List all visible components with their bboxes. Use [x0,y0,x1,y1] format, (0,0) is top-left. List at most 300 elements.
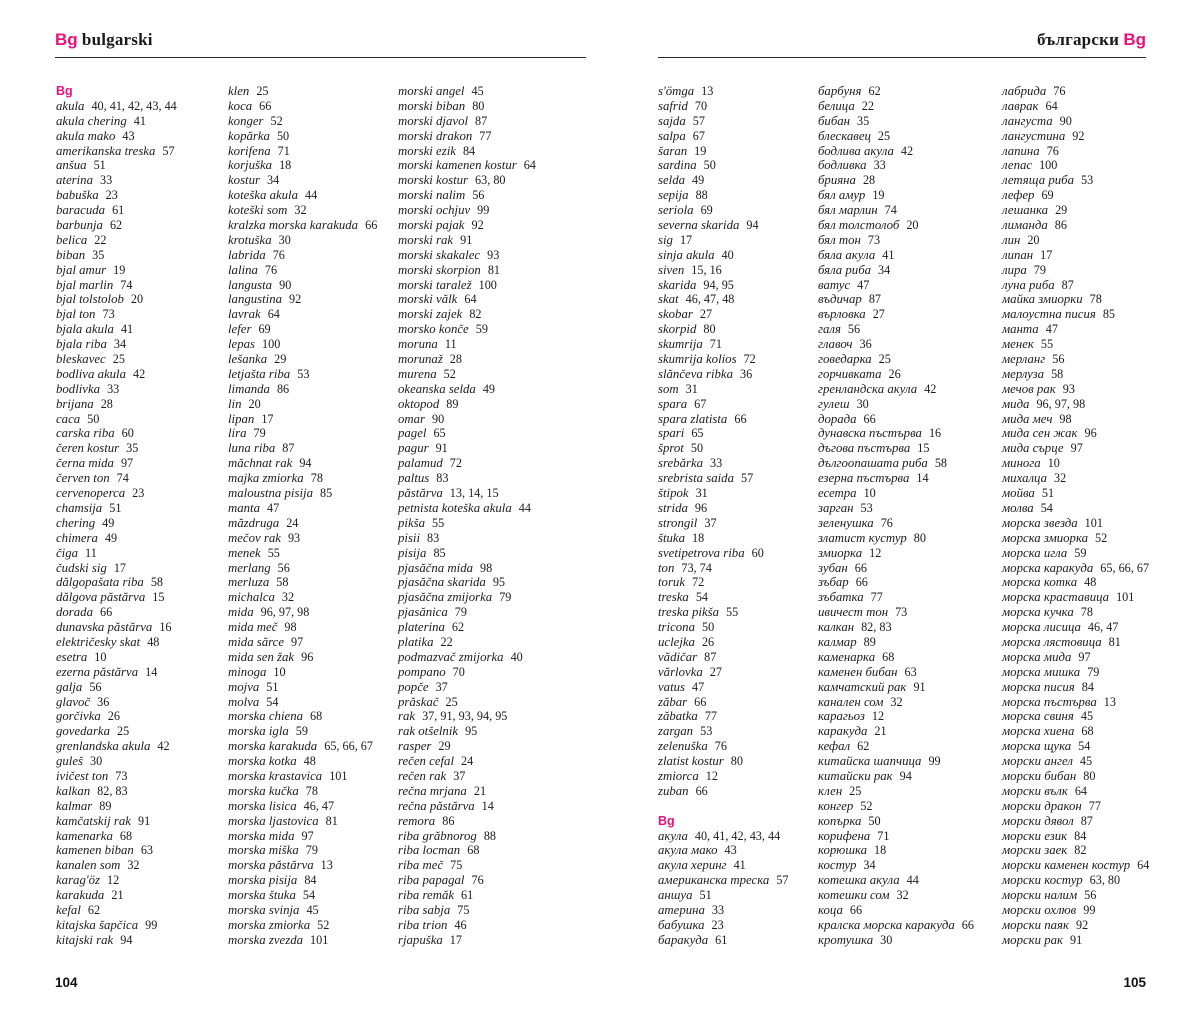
index-entry [228,754,400,769]
entry-term: bjala riba [56,337,107,352]
entry-term: štipok [658,486,689,501]
index-entry [398,769,570,784]
entry-term: severna skarida [658,218,740,233]
index-entry [398,337,570,352]
entry-term: бял толстолоб [818,218,900,233]
entry-term: morski ochjuv [398,203,471,218]
entry-page-refs: 55 [267,545,280,560]
index-entry [818,263,990,278]
entry-term: лиманда [1002,218,1048,233]
index-entry [398,114,570,129]
entry-term: bjal ton [56,307,96,322]
entry-term: бял амур [818,188,866,203]
index-entry [1002,129,1174,144]
index-entry [56,337,228,352]
entry-page-refs: 41 [133,113,146,128]
entry-term: morski djavol [398,113,469,128]
entry-term: lešanka [228,352,268,367]
index-entry [1002,501,1174,516]
index-entry [1002,918,1174,933]
entry-term: ivičest ton [56,768,109,783]
index-entry [398,933,570,948]
index-entry [398,531,570,546]
entry-page-refs: 36 [859,337,872,352]
entry-term: červen ton [56,471,110,486]
index-entry [228,516,400,531]
entry-page-refs: 57 [162,143,175,158]
index-entry [658,352,830,367]
entry-page-refs: 65, 66, 67 [1100,560,1150,575]
entry-page-refs: 78 [1080,605,1093,620]
entry-term: bjal marlin [56,277,114,292]
entry-page-refs: 20 [248,396,261,411]
entry-page-refs: 45 [1080,709,1094,724]
entry-term: морска кучка [1002,605,1074,620]
index-entry [398,218,570,233]
entry-term: barbunja [56,218,103,233]
entry-term: čudski sig [56,560,107,575]
entry-term: лангустина [1002,128,1066,143]
index-entry [56,709,228,724]
index-entry [818,352,990,367]
entry-term: морска пъстърва [1002,694,1097,709]
entry-page-refs: 17 [449,932,462,947]
index-entry [56,754,228,769]
entry-page-refs: 91 [137,813,151,828]
entry-page-refs: 61 [461,888,474,903]
index-entry [56,412,228,427]
entry-page-refs: 71 [277,143,290,158]
entry-term: китайска шапчица [818,754,922,769]
entry-term: дългоопашата риба [818,456,928,471]
entry-term: morski rak [398,232,454,247]
entry-page-refs: 91 [913,679,926,694]
entry-term: štuka [658,530,686,545]
index-entry [1002,471,1174,486]
entry-term: morska miška [228,843,299,858]
index-entry [818,144,990,159]
entry-page-refs: 22 [440,634,453,649]
index-entry [658,84,830,99]
entry-term: корюшка [818,843,868,858]
entry-page-refs: 74 [884,203,897,218]
index-entry [818,426,990,441]
entry-term: akula [56,98,85,113]
entry-term: merluza [228,575,270,590]
entry-page-refs: 72 [743,352,756,367]
entry-term: rečen cefal [398,754,455,769]
entry-page-refs: 20 [906,218,919,233]
entry-term: kamčatskij rak [56,813,131,828]
entry-term: златист кустур [818,530,907,545]
entry-page-refs: 64 [267,307,280,322]
entry-term: мида сърце [1002,441,1064,456]
entry-term: sinja akula [658,247,715,262]
entry-page-refs: 15 [917,441,930,456]
index-entry [398,829,570,844]
entry-page-refs: 98 [1059,411,1072,426]
entry-page-refs: 66 [734,411,747,426]
entry-term: grenlandska akula [56,739,151,754]
entry-term: morska mida [228,828,295,843]
entry-term: дунавска пъстърва [818,426,922,441]
index-entry [818,99,990,114]
index-entry [1002,680,1174,695]
entry-term: кротушка [818,932,874,947]
entry-page-refs: 82 [469,307,482,322]
index-entry [658,144,830,159]
entry-page-refs: 49 [104,530,118,545]
entry-page-refs: 73 [102,307,115,322]
entry-page-refs: 64 [464,292,477,307]
entry-page-refs: 50 [703,158,716,173]
index-entry [228,575,400,590]
entry-term: морска свиня [1002,709,1074,724]
entry-page-refs: 53 [700,724,713,739]
entry-term: s'ömga [658,84,695,98]
entry-term: okeanska selda [398,381,476,396]
right-page-number: 105 [1123,975,1146,990]
entry-term: ивичест тон [818,605,889,620]
entry-term: măzdruga [228,515,280,530]
entry-term: mečov rak [228,530,281,545]
entry-page-refs: 33 [710,456,723,471]
index-entry [228,903,400,918]
entry-page-refs: 15 [152,590,165,605]
entry-term: čiga [56,545,79,560]
index-entry [1002,695,1174,710]
entry-page-refs: 63, 80 [1089,873,1121,888]
entry-term: morska kučka [228,783,299,798]
index-entry [398,233,570,248]
entry-term: koteški som [228,203,288,218]
entry-term: kalmar [56,798,93,813]
entry-term: морски дракон [1002,798,1082,813]
index-entry [398,486,570,501]
entry-page-refs: 88 [695,188,708,203]
index-entry [818,501,990,516]
index-entry [56,575,228,590]
entry-term: lefer [228,322,252,337]
index-entry [56,292,228,307]
entry-term: palamud [398,456,443,471]
entry-term: морски паяк [1002,917,1069,932]
index-entry [398,84,570,99]
entry-term: karakuda [56,888,105,903]
entry-page-refs: 25 [117,724,130,739]
entry-page-refs: 35 [92,247,105,262]
entry-page-refs: 66 [694,694,707,709]
index-entry [658,158,830,173]
entry-term: vatus [658,679,686,694]
entry-page-refs: 58 [934,456,947,471]
entry-page-refs: 35 [857,113,870,128]
entry-term: барбуня [818,84,862,98]
entry-page-refs: 75 [450,858,463,873]
index-entry [56,218,228,233]
entry-term: мида сен жак [1002,426,1078,441]
index-entry [1002,635,1174,650]
index-entry [398,843,570,858]
entry-page-refs: 73 [895,605,908,620]
entry-term: treska [658,590,689,605]
index-entry [56,173,228,188]
entry-term: siven [658,262,685,277]
entry-term: limanda [228,381,270,396]
entry-page-refs: 67 [694,396,707,411]
entry-term: lavrak [228,307,261,322]
index-entry [1002,873,1174,888]
entry-term: бяла риба [818,262,872,277]
index-entry [56,799,228,814]
entry-page-refs: 25 [878,352,891,367]
section-label: Bg [658,813,675,828]
index-entry [658,605,830,620]
entry-term: kamenarka [56,828,113,843]
entry-term: bodlivka [56,381,101,396]
index-entry [658,397,830,412]
entry-page-refs: 19 [113,262,126,277]
entry-term: skumrija [658,337,703,352]
entry-term: akula mako [56,128,116,143]
entry-term: morski taralež [398,277,472,292]
index-entry [658,680,830,695]
entry-page-refs: 28 [862,173,876,188]
entry-term: каменен бибан [818,664,898,679]
entry-term: morski nalim [398,188,466,203]
entry-page-refs: 40, 41, 42, 43, 44 [694,828,781,843]
index-entry [228,843,400,858]
section-label: Bg [56,84,73,98]
entry-page-refs: 96 [694,500,708,515]
entry-term: pjasăčna skarida [398,575,486,590]
entry-page-refs: 63 [904,664,917,679]
entry-page-refs: 97 [1078,649,1091,664]
entry-page-refs: 37 [704,515,717,530]
index-entry [658,769,830,784]
right-header-rule [658,57,1146,58]
entry-page-refs: 79 [253,426,266,441]
entry-term: riba sabja [398,902,451,917]
index-entry [818,724,990,739]
index-entry [1002,843,1174,858]
entry-term: брияна [818,173,856,188]
entry-term: pjasăčna zmijorka [398,590,493,605]
index-entry [818,382,990,397]
entry-page-refs: 76 [880,515,893,530]
index-entry [658,278,830,293]
entry-term: lalina [228,262,258,277]
index-entry [398,441,570,456]
entry-page-refs: 34 [878,262,891,277]
entry-page-refs: 76 [1053,84,1066,98]
entry-page-refs: 45 [471,84,484,98]
entry-term: koteška akula [228,188,299,203]
entry-page-refs: 84 [304,873,317,888]
entry-page-refs: 94 [746,218,759,233]
entry-term: morska zmiorka [228,917,311,932]
entry-page-refs: 41 [882,247,895,262]
entry-page-refs: 37 [453,768,466,783]
index-entry [398,918,570,933]
entry-page-refs: 62 [109,218,123,233]
index-entry [228,426,400,441]
index-entry [56,784,228,799]
entry-term: pisija [398,545,427,560]
entry-term: pikša [398,515,426,530]
entry-term: bleskavec [56,352,106,367]
entry-term: baracuda [56,203,106,218]
entry-term: platerina [398,620,445,635]
index-entry [658,918,830,933]
entry-term: kralzka morska karakuda [228,218,359,233]
entry-term: mida sen žak [228,649,295,664]
entry-page-refs: 53 [1080,173,1094,188]
entry-term: лин [1002,232,1021,247]
entry-page-refs: 59 [295,724,308,739]
right-page-title: български [1036,30,1120,49]
index-entry [56,382,228,397]
entry-page-refs: 90 [1059,113,1072,128]
entry-page-refs: 83 [427,530,440,545]
entry-page-refs: 96 [301,649,314,664]
index-entry [56,635,228,650]
index-entry [658,590,830,605]
index-entry [818,158,990,173]
entry-page-refs: 99 [1083,902,1096,917]
entry-page-refs: 47 [692,679,705,694]
entry-term: svetipetrova riba [658,545,745,560]
entry-term: klen [228,84,250,98]
entry-page-refs: 101 [1084,515,1103,530]
index-entry [228,382,400,397]
entry-term: manta [228,500,260,515]
index-entry [658,903,830,918]
entry-term: kostur [228,173,260,188]
index-entry [818,516,990,531]
entry-page-refs: 34 [863,858,876,873]
index-entry [818,84,990,99]
entry-page-refs: 66 [99,605,113,620]
entry-page-refs: 45 [1079,754,1093,769]
entry-term: morska kotka [228,754,297,769]
entry-page-refs: 23 [105,188,118,203]
entry-term: karag'öz [56,873,100,888]
entry-page-refs: 91 [435,441,448,456]
index-entry [818,620,990,635]
entry-term: бял тон [818,232,861,247]
index-entry [398,501,570,516]
index-entry [818,114,990,129]
entry-page-refs: 52 [270,113,283,128]
entry-page-refs: 57 [776,873,789,888]
entry-term: коца [818,902,843,917]
index-entry [818,635,990,650]
entry-term: maloustna pisija [228,486,313,501]
right-page-header [1037,30,1146,50]
entry-page-refs: 42 [157,739,170,754]
entry-term: riba grăbnorog [398,828,477,843]
index-entry [228,709,400,724]
index-entry [228,665,400,680]
entry-page-refs: 28 [449,352,462,367]
entry-page-refs: 101 [310,932,329,947]
entry-page-refs: 32 [294,203,307,218]
entry-term: мойва [1002,486,1035,501]
entry-page-refs: 56 [1084,888,1097,903]
entry-term: carska riba [56,426,115,441]
entry-term: морска звезда [1002,515,1078,530]
entry-page-refs: 21 [874,724,887,739]
entry-term: morska svinja [228,902,300,917]
entry-page-refs: 77 [1088,798,1101,813]
left-page-title: bulgarski [81,30,153,49]
entry-term: oktopod [398,396,440,411]
entry-page-refs: 58 [1051,366,1064,381]
index-entry [398,263,570,278]
index-entry [818,575,990,590]
entry-term: rečna păstărva [398,798,475,813]
entry-page-refs: 96 [1084,426,1097,441]
entry-page-refs: 87 [1080,813,1093,828]
entry-term: chamsija [56,500,103,515]
entry-term: морски дявол [1002,813,1074,828]
index-entry [228,263,400,278]
entry-term: бодлива акула [818,143,894,158]
entry-term: мида [1002,396,1030,411]
entry-page-refs: 62 [451,620,465,635]
index-entry [658,829,830,844]
index-entry [56,680,228,695]
entry-term: менек [1002,337,1034,352]
entry-term: morski kostur [398,173,469,188]
entry-page-refs: 66 [849,902,863,917]
entry-term: lipan [228,411,255,426]
index-entry [658,531,830,546]
entry-term: korjuška [228,158,273,173]
entry-term: petnista koteška akula [398,500,512,515]
entry-term: зъбар [818,575,849,590]
index-entry [398,382,570,397]
entry-term: лангуста [1002,113,1053,128]
index-entry [228,829,400,844]
entry-term: mida [228,605,254,620]
entry-page-refs: 79 [1033,262,1046,277]
index-entry [658,873,830,888]
entry-page-refs: 47 [1045,322,1058,337]
index-entry [228,814,400,829]
entry-term: бяла акула [818,247,876,262]
entry-term: brijana [56,396,94,411]
right-page-column-1 [658,84,830,948]
entry-term: morska ljastovica [228,813,319,828]
index-entry [56,829,228,844]
index-entry [398,695,570,710]
index-entry [398,292,570,307]
entry-page-refs: 99 [928,754,941,769]
entry-term: strongil [658,515,698,530]
entry-term: spara zlatista [658,411,728,426]
entry-page-refs: 23 [132,486,145,501]
entry-page-refs: 52 [317,917,330,932]
index-entry [398,650,570,665]
entry-term: мерланг [1002,352,1046,367]
entry-term: skorpid [658,322,697,337]
index-entry [398,635,570,650]
entry-page-refs: 66 [695,783,708,798]
entry-page-refs: 84 [1074,828,1087,843]
index-entry [56,888,228,903]
